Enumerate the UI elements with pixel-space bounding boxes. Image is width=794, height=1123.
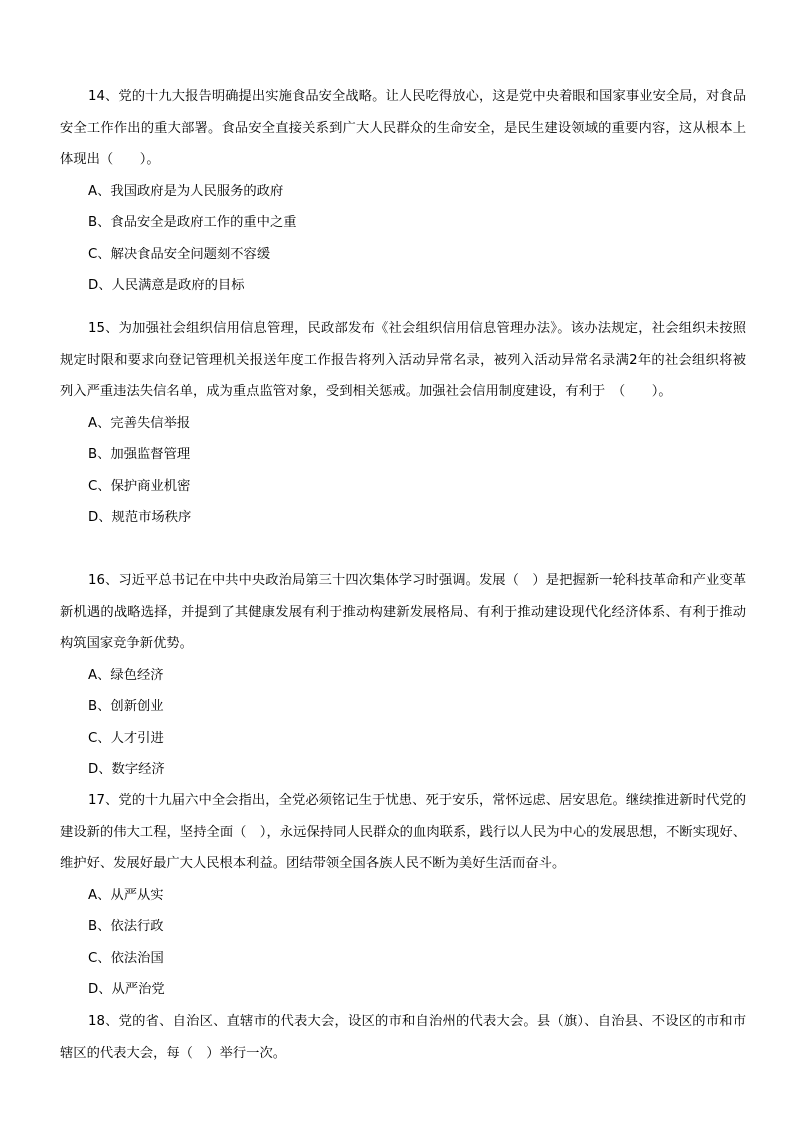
question-stem: 15、为加强社会组织信用信息管理，民政部发布《社会组织信用信息管理办法》。该办法规定，社会组织未按照规定时限和要求向登记管理机关报送年度工作报告将列入活动异常名录，被列入活动异常名录满2年的社会组织将被列入严重违法失信名单，成为重点监管对象，受到相关惩戒。加强社会信用制度建设，有利于 （ ）。	[60, 321, 746, 399]
option-a: A、完善失信举报	[88, 415, 191, 431]
question-14	[60, 81, 746, 302]
option-c: C、保护商业机密	[88, 478, 191, 494]
option-c: C、解决食品安全问题刻不容缓	[88, 246, 271, 262]
question-stem: 18、党的省、自治区、直辖市的代表大会，设区的市和自治州的代表大会。县（旗）、自治县、不设区的市和市辖区的代表大会，每（ ）举行一次。	[60, 1014, 746, 1061]
question-stem: 17、党的十九届六中全会指出，全党必须铭记生于忧患、死于安乐，常怀远虑、居安思危。继续推进新时代党的建设新的伟大工程，坚持全面（ ），永远保持同人民群众的血肉联系，践行以人民为中心的发展思想，不断实现好、维护好、发展好最广大人民根本利益。团结带领全国各族人民不断为美好生活而奋斗。	[60, 793, 746, 871]
option-d: D、从严治党	[88, 982, 165, 997]
option-a: A、我国政府是为人民服务的政府	[88, 183, 284, 199]
question-stem: 16、习近平总书记在中共中央政治局第三十四次集体学习时强调。发展（ ）是把握新一轮科技革命和产业变革新机遇的战略选择，并提到了其健康发展有利于推动构建新发展格局、有利于推动建设现代化经济体系、有利于推动构筑国家竞争新优势。	[60, 573, 746, 651]
option-d: D、人民满意是政府的目标	[88, 278, 245, 293]
option-c: C、依法治国	[88, 950, 164, 966]
option-b: B、加强监督管理	[88, 447, 191, 462]
option-c: C、人才引进	[88, 730, 164, 746]
option-b: B、食品安全是政府工作的重中之重	[88, 215, 297, 230]
option-b: B、创新创业	[88, 699, 164, 714]
option-a: A、从严从实	[88, 887, 164, 903]
option-b: B、依法行政	[88, 919, 164, 934]
option-d: D、规范市场秩序	[88, 510, 192, 525]
question-stem: 14、党的十九大报告明确提出实施食品安全战略。让人民吃得放心，这是党中央着眼和国家事业安全局，对食品安全工作作出的重大部署。食品安全直接关系到广大人民群众的生命安全，是民生建设领域的重要内容，这从根本上体现出（ ）。	[60, 89, 746, 167]
option-a: A、绿色经济	[88, 667, 164, 683]
option-d: D、数字经济	[88, 762, 165, 777]
question-17	[60, 785, 746, 1006]
question-16	[60, 565, 746, 786]
question-15	[60, 313, 746, 534]
question-18	[60, 1006, 746, 1069]
